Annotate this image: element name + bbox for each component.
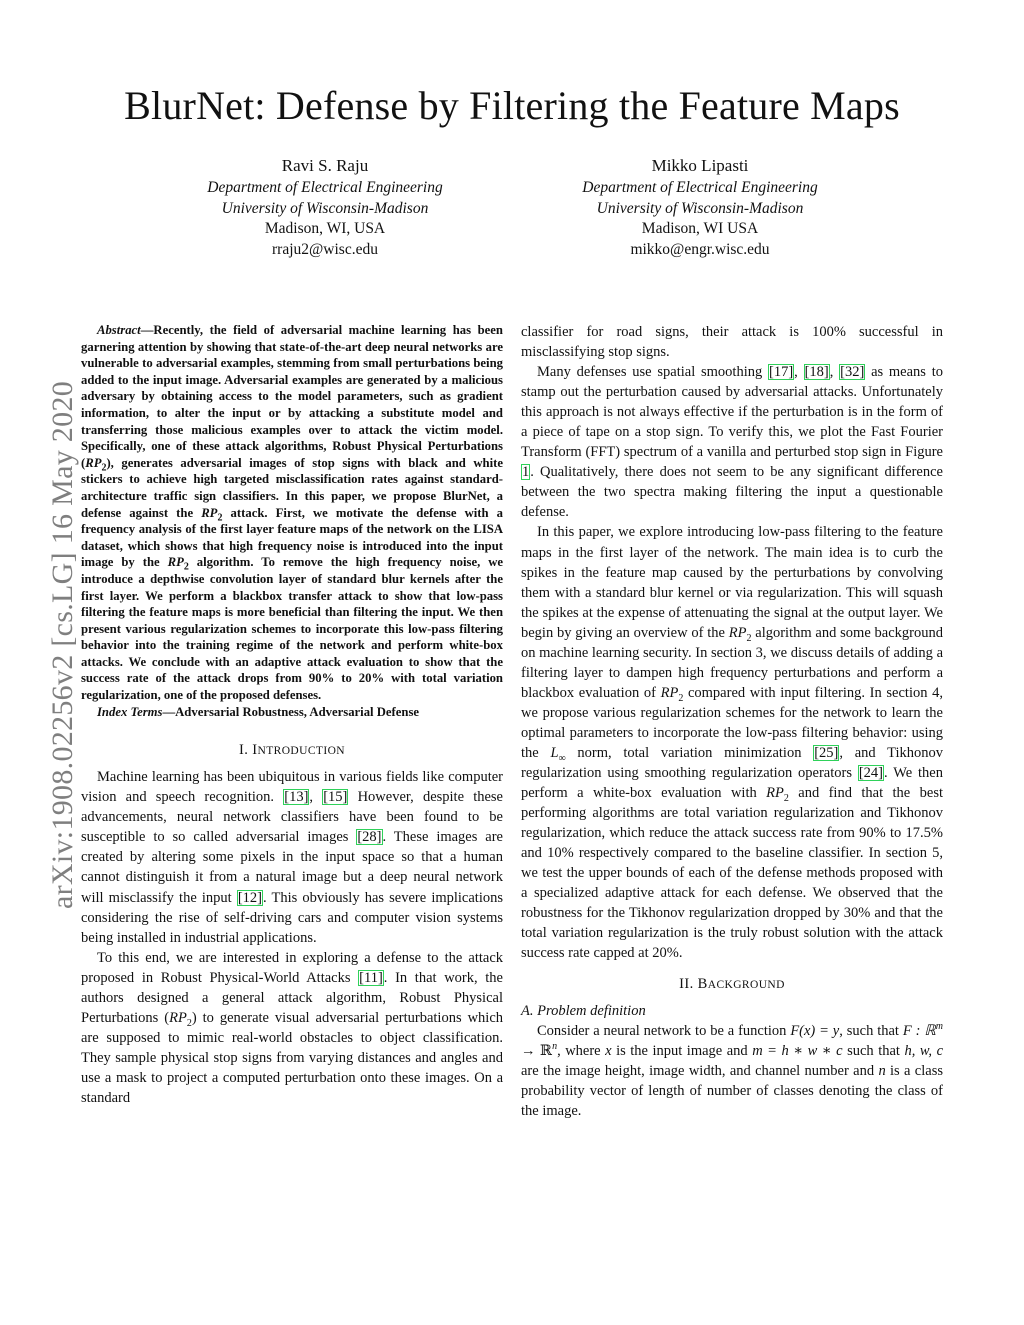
abstract: Abstract—Recently, the field of adversarial machine learning has been garnering attention by showing that state-of-the-art deep neural networks are vulnerable to adversarial examples, stemming from small perturbations being added to the input image. Adversarial examples are generated by a malicious adversary by obtaining access to the model parameters, such as gradient information, to alter the input or by attacking a substitute model and transferring those malicious examples over to attack the victim model. Specifically, one of these attack algorithms, Robust Physical Perturbations $(RP_2)$, generates adversarial images of stop signs with black and white stickers to achieve high targeted misclassification rates against standard-architecture traffic sign classifiers. In this paper, we propose BlurNet, a defense against the $RP_2$ attack. First, we motivate the defense with a frequency analysis of the first layer feature maps of the network on the LISA dataset, which shows that high frequency noise is introduced into the input image by the $RP_2$ algorithm. To remove the high frequency noise, we introduce a depthwise convolution layer of standard blur kernels after the first layer. We perform a blackbox transfer attack to show that low-pass filtering the feature maps is more beneficial than filtering the input. We then present various regularization schemes to incorporate this low-pass filtering behavior into the training regime of the network and perform white-box attacks. We conclude with an adaptive attack evaluation to show that the success rate of the attack drops from 90% to 20% with total variation regularization, one of the proposed defenses. — [81, 323, 504, 703]
author-name: Ravi S. Raju — [281, 156, 369, 175]
author-department: Department of Electrical Engineering — [207, 179, 443, 196]
paper-title: BlurNet: Defense by Filtering the Feature Maps — [124, 83, 900, 128]
author-email: mikko@engr.wisc.edu — [630, 240, 770, 258]
author-department: Department of Electrical Engineering — [582, 179, 818, 196]
right-column — [521, 322, 943, 1121]
index-terms: Index Terms—Adversarial Robustness, Adversarial Defense — [97, 704, 420, 719]
index-terms-label: Index Terms — [97, 704, 163, 719]
author-block-1 — [160, 154, 490, 260]
citation-link[interactable]: [15] — [323, 789, 348, 806]
author-email: rraju2@wisc.edu — [272, 240, 378, 258]
citation-link[interactable]: [25] — [814, 744, 839, 761]
citation-link[interactable]: [11] — [359, 969, 383, 986]
citation-link[interactable]: [28] — [357, 829, 382, 846]
citation-link[interactable]: [17] — [769, 364, 794, 381]
abstract-label: Abstract — [97, 323, 141, 337]
author-block-2 — [535, 154, 865, 260]
citation-link[interactable]: [13] — [284, 789, 309, 806]
intro-paragraph-2: To this end, we are interested in exploring a defense to the attack proposed in Robust Physical-World Attacks [11]. In that work, the authors designed a general attack algorithm, Robust Physical Perturbations $(RP_2)$ to generate visual adversarial perturbations which are supposed to mimic real-world obstacles to object classification. They sample physical stop signs from varying distances and angles and use a mask to project a computed perturbation onto these images. On a standard — [81, 949, 504, 1106]
section-heading-background: II. BACKGROUND — [679, 975, 785, 992]
citation-link[interactable]: [12] — [237, 889, 262, 906]
intro-paragraph-2-continued: classifier for road signs, their attack is 100% successful in misclassifying stop signs. — [521, 324, 943, 361]
author-location: Madison, WI, USA — [264, 220, 386, 237]
author-university: University of Wisconsin-Madison — [221, 199, 429, 217]
background-paragraph-1: Consider a neural network to be a function F(x) = y, such that F : ℝ$^m$ → ℝ$^n$, where x is the input image and m = h ∗ w ∗ c such that h, w, c are the image height, image width, and channel number and n is a class probability vector of length of number of classes denoting the class of the image. — [521, 1020, 944, 1119]
citation-link[interactable]: [24] — [858, 765, 884, 782]
figure-link[interactable]: 1 — [522, 464, 530, 481]
author-university: University of Wisconsin-Madison — [596, 199, 804, 217]
citation-link[interactable]: [32] — [840, 364, 865, 381]
intro-paragraph-3: Many defenses use spatial smoothing [17], [18], [32] as means to stamp out the perturbation caused by adversarial attacks. Unfortunately this approach is not always effective if the perturbation is in the form of a piece of tape on a stop sign. To verify this, we plot the Fast Fourier Transform (FFT) spectrum of a vanilla and perturbed stop sign in Figure 1. Qualitatively, there does not seem to be any significant difference between the two spectra making filtering the input a questionable defense. — [521, 364, 943, 521]
subsection-heading-problem-definition: A. Problem definition — [521, 1002, 646, 1019]
author-name: Mikko Lipasti — [651, 156, 749, 175]
citation-link[interactable]: [18] — [804, 364, 829, 381]
author-location: Madison, WI USA — [641, 220, 759, 237]
section-heading-introduction: I. INTRODUCTION — [239, 742, 345, 759]
intro-paragraph-4: In this paper, we explore introducing low-pass filtering to the feature maps in the first layer of the network. The main idea is to curb the spikes in the feature map caused by the perturbations by convolving them with a standard blur kernel or via regularization. This will squash the spikes at the expense of attenuating the signal at the output layer. We begin by giving an overview of the $RP_2$ algorithm and some background on machine learning security. In section 3, we discuss details of adding a filtering layer to dampen high frequency perturbations and perform a blackbox evaluation of $RP_2$ compared with input filtering. In section 4, we propose various regularization schemes for the network to learn the optimal parameters to incorporate the low-pass filtering behavior: using the $L_\infty$ norm, total variation minimization [25], and Tikhonov regularization using smoothing regularization operators [24]. We then perform a white-box evaluation with $RP_2$ and find that the best performing algorithms are total variation regularization and Tikhonov regularization, which reduce the attack success rate from 90% to 17.5% and 10% respectively compared to the baseline classifier. In section 5, we test the upper bounds of each of the defense methods proposed with a specialized adaptive attack for each defense. We observed that the robustness for the Tikhonov regularization dropped by 30% and that the total variation regularization is the truly robust solution with the attack success rate capped at 20%. — [521, 524, 944, 962]
left-column — [81, 322, 503, 1108]
arxiv-identifier-stamp: arXiv:1908.02256v2 [cs.LG] 16 May 2020 — [46, 381, 79, 909]
intro-paragraph-1: Machine learning has been ubiquitous in various fields like computer vision and speech recognition. [13], [15] However, despite these advancements, neural network classifiers have been found to be susceptible to so called adversarial images [28]. These images are created by altering some pixels in the input space so that a human cannot distinguish it from a natural image but a deep neural network will misclassify the input [12]. This obviously has severe implications considering the rise of self-driving cars and computer vision systems being installed in industrial applications. — [81, 769, 504, 946]
